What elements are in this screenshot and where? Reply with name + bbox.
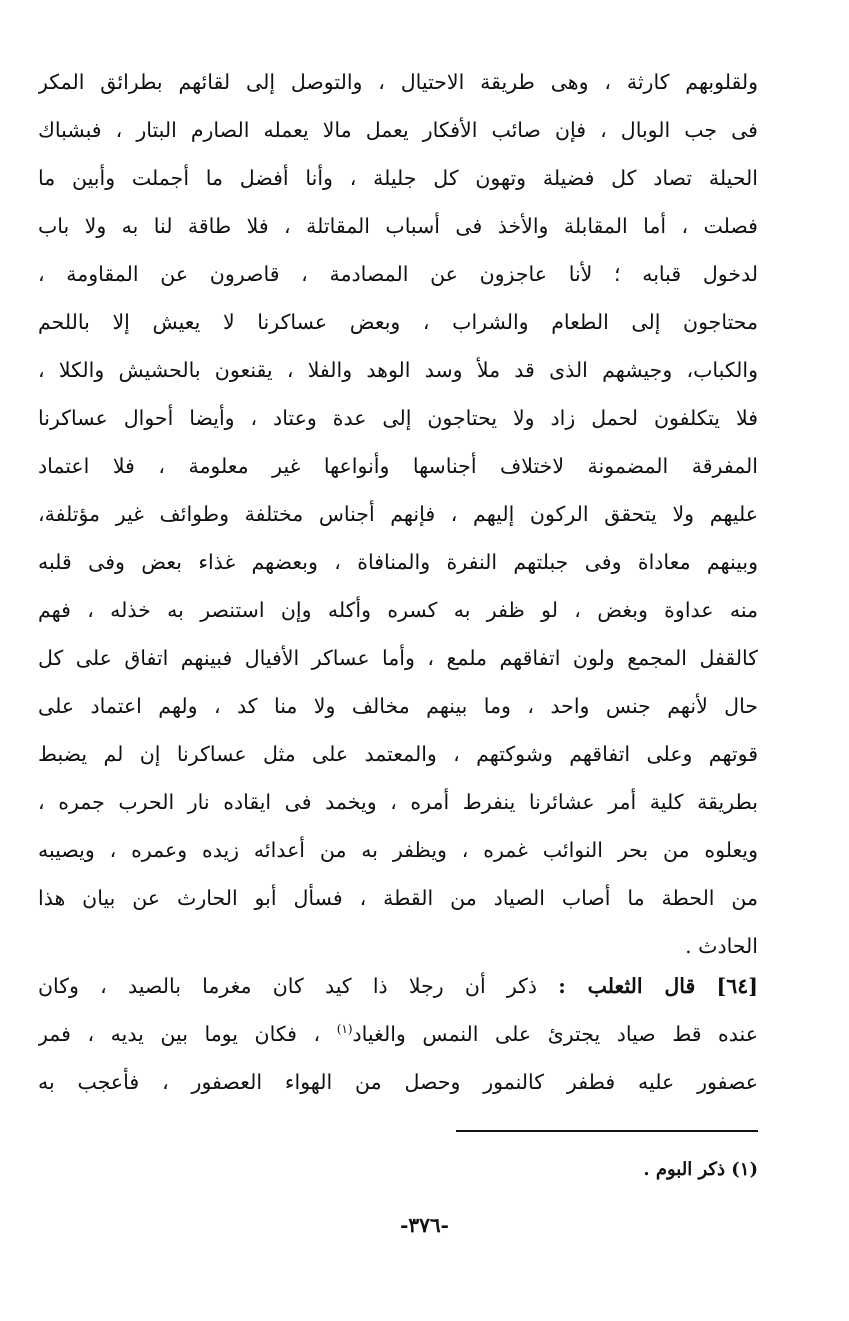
- text-line: من الحطة ما أصاب الصياد من القطة ، فسأل أبو الحارث عن بيان هذا: [38, 886, 758, 910]
- section-first-line: [38, 962, 758, 1010]
- text-line: الحيلة تصاد كل فضيلة وتهون كل جليلة ، وأنا أفضل ما أجملت وأبين ما: [38, 166, 758, 190]
- section-third-line: عصفور عليه فطفر كالنمور وحصل من الهواء العصفور ، فأعجب به: [38, 1070, 758, 1094]
- text-line: عليهم ولا يتحقق الركون إليهم ، فإنهم أجناس مختلفة وطوائف غير مؤتلفة،: [38, 502, 758, 526]
- text-line: منه عداوة وبغض ، لو ظفر به كسره وأكله وإن استنصر به خذله ، فهم: [38, 598, 758, 622]
- text-line: لدخول قبابه ؛ لأنا عاجزون عن المصادمة ، قاصرون عن المقاومة ،: [38, 262, 758, 286]
- footnote-divider: [456, 1130, 758, 1132]
- page-number: -٣٧٦-: [400, 1213, 449, 1237]
- section-64: [38, 962, 758, 1106]
- text-line: كالقفل المجمع ولون اتفاقهم ملمع ، وأما عساكر الأفيال فبينهم اتفاق على كل: [38, 646, 758, 670]
- text-line: قوتهم وعلى اتفاقهم وشوكتهم ، والمعتمد على مثل عساكرنا إن لم يضبط: [38, 742, 758, 766]
- text-line: فلا يتكلفون لحمل زاد ولا يحتاجون إلى عدة وعتاد ، وأيضا أحوال عساكرنا: [38, 406, 758, 430]
- section-heading: قال الثعلب :: [558, 974, 696, 998]
- text-line: محتاجون إلى الطعام والشراب ، وبعض عساكرنا لا يعيش إلا باللحم: [38, 310, 758, 334]
- section-line-text: ذكر أن رجلا ذا كيد كان مغرما بالصيد ، وكان: [38, 974, 538, 998]
- text-line: ولقلوبهم كارثة ، وهى طريقة الاحتيال ، والتوصل إلى لقائهم بطرائق المكر: [38, 70, 758, 94]
- text-line: ويعلوه من بحر النوائب غمره ، ويظفر به من أعدائه زيده وعمره ، ويصيبه: [38, 838, 758, 862]
- footnote-reference: (١): [336, 1022, 353, 1037]
- main-text-block: [38, 58, 758, 970]
- text-line: حال لأنهم جنس واحد ، وما بينهم مخالف ولا منا كد ، ولهم اعتماد على: [38, 694, 758, 718]
- section-second-line: [38, 1010, 758, 1058]
- text-line: المفرقة المضمونة لاختلاف أجناسها وأنواعها غير معلومة ، فلا اعتماد: [38, 454, 758, 478]
- footnote: (١) ذكر البوم .: [643, 1159, 758, 1180]
- text-line: فى جب الوبال ، فإن صائب الأفكار يعمل مالا يعمله الصارم البتار ، فبشباك: [38, 118, 758, 142]
- text-line: بطريقة كلية أمر عشائرنا ينفرط أمره ، ويخمد فى ايقاده نار الحرب جمره ،: [38, 790, 758, 814]
- text-line: وبينهم معاداة وفى جبلتهم النفرة والمنافاة ، وبعضهم غذاء بعض وفى قلبه: [38, 550, 758, 574]
- text-line: فصلت ، أما المقابلة والأخذ فى أسباب المقاتلة ، فلا طاقة لنا به ولا باب: [38, 214, 758, 238]
- section-line-text: عنده قط صياد يجترئ على النمس والغياد: [352, 1022, 758, 1046]
- section-number: [٦٤]: [716, 974, 758, 998]
- section-line-text: ، فكان يوما بين يديه ، فمر: [38, 1022, 321, 1046]
- text-line: والكباب، وجيشهم الذى قد ملأ وسد الوهد والفلا ، يقنعون بالحشيش والكلا ،: [38, 358, 758, 382]
- text-line-last: الحادث .: [685, 934, 758, 958]
